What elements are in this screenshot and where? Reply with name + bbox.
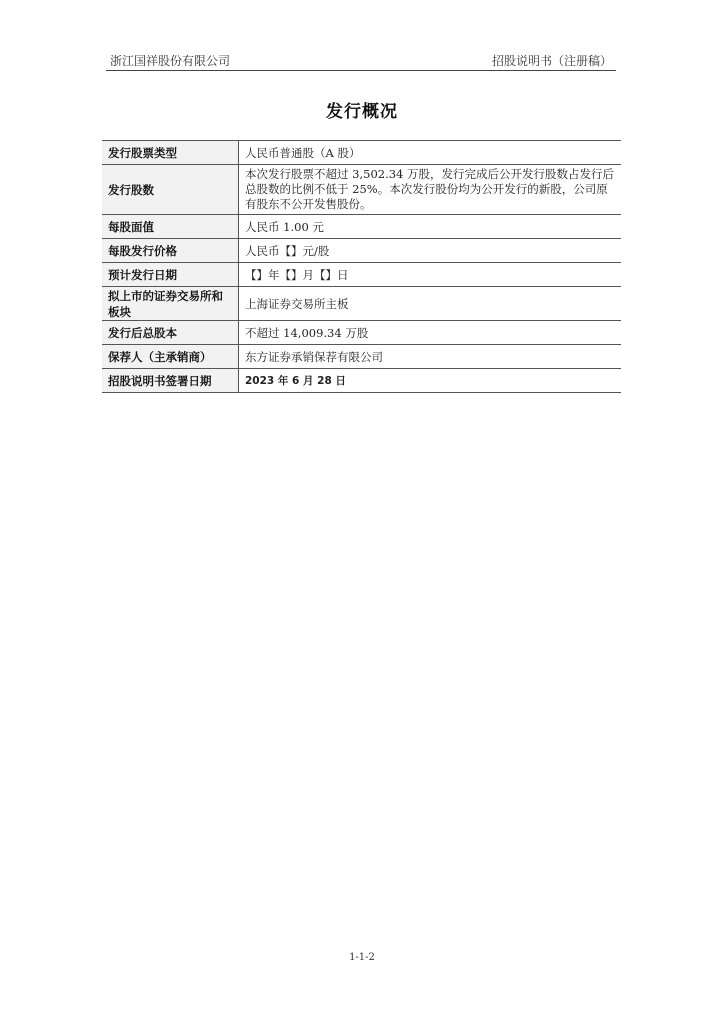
row-label: 保荐人（主承销商） — [102, 345, 239, 369]
page-header — [106, 50, 616, 71]
row-value: 本次发行股票不超过 3,502.34 万股，发行完成后公开发行股数占发行后总股数的比例不低于 25%。本次发行股份均为公开发行的新股，公司原有股东不公开发售股份。 — [239, 165, 622, 215]
page-number: 1-1-2 — [349, 952, 375, 963]
table-row — [102, 165, 621, 215]
table-row — [102, 287, 621, 321]
row-label: 发行后总股本 — [102, 321, 239, 345]
row-label: 预计发行日期 — [102, 263, 239, 287]
table-row — [102, 239, 621, 263]
table-row — [102, 215, 621, 239]
row-label: 拟上市的证券交易所和板块 — [102, 287, 239, 321]
table-row — [102, 263, 621, 287]
row-value: 上海证券交易所主板 — [239, 287, 622, 321]
row-value: 2023 年 6 月 28 日 — [239, 369, 622, 393]
header-document-type: 招股说明书（注册稿） — [491, 54, 612, 68]
row-value: 不超过 14,009.34 万股 — [239, 321, 622, 345]
row-label: 每股面值 — [102, 215, 239, 239]
row-label: 招股说明书签署日期 — [102, 369, 239, 393]
row-label: 发行股数 — [102, 165, 239, 215]
row-label: 每股发行价格 — [102, 239, 239, 263]
page-title: 发行概况 — [326, 102, 398, 122]
row-value: 人民币普通股（A 股） — [239, 141, 622, 165]
header-company-name: 浙江国祥股份有限公司 — [110, 54, 231, 68]
row-value: 【】年【】月【】日 — [239, 263, 622, 287]
table-row — [102, 369, 621, 393]
row-label: 发行股票类型 — [102, 141, 239, 165]
row-value: 人民币【】元/股 — [239, 239, 622, 263]
table-row — [102, 345, 621, 369]
table-row — [102, 321, 621, 345]
table-row — [102, 141, 621, 165]
row-value: 人民币 1.00 元 — [239, 215, 622, 239]
offering-overview-table — [102, 140, 621, 393]
row-value: 东方证券承销保荐有限公司 — [239, 345, 622, 369]
